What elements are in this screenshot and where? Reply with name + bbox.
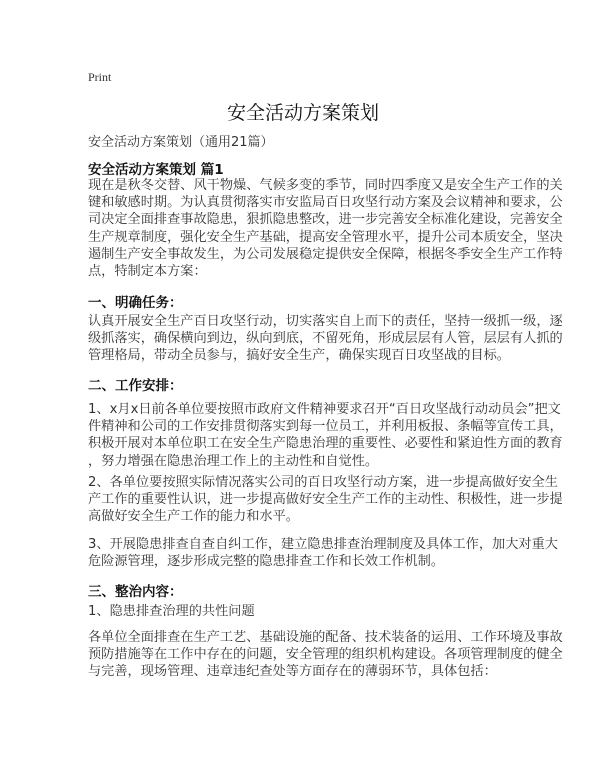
text-line: ，努力增强在隐患治理工作上的主动性和自觉性。 (88, 453, 379, 469)
text-line: 生产规章制度，强化安全生产基础，提高安全管理水平，提升公司本质安全，坚决 (88, 229, 563, 245)
rectification-item-1 (88, 603, 255, 620)
arrangement-item-2 (88, 474, 563, 526)
tasks-paragraph (88, 313, 563, 365)
text-line: 预防措施等在工作中存在的问题，安全管理的组织机构建设。各项管理制度的健全 (88, 647, 563, 663)
text-line: 管理格局，带动全员参与，搞好安全生产，确保实现百日攻坚战的目标。 (88, 348, 510, 364)
text-line: 与完善，现场管理、违章违纪查处等方面存在的薄弱环节，具体包括： (88, 664, 497, 680)
text-line: 点，特制定本方案： (88, 264, 207, 280)
heading-arrangement: 二、工作安排： (88, 378, 183, 394)
text-line: 产工作的重要性认识，进一步提高做好安全生产工作的主动性、积极性，进一步提 (88, 492, 563, 508)
arrangement-item-3 (88, 536, 558, 570)
text-line: 高做好安全生产工作的能力和水平。 (88, 509, 299, 525)
text-line: 认真开展安全生产百日攻坚行动，切实落实自上而下的责任，坚持一级抓一级，逐 (88, 314, 563, 329)
subtitle: 安全活动方案策划（通用21篇） (88, 135, 274, 150)
text-line: 级抓落实，确保横向到边，纵向到底，不留死角，形成层层有人管，层层有人抓的 (88, 331, 563, 347)
text-line: 1、隐患排查治理的共性问题 (88, 604, 255, 619)
text-line: 遏制生产安全事故发生，为公司发展稳定提供安全保障，根据冬季安全生产工作特 (88, 246, 563, 262)
text-line: 3、开展隐患排查自查自纠工作，建立隐患排查治理制度及具体工作，加大对重大 (88, 537, 558, 552)
text-line: 键和敏感时期。为认真贯彻落实市安监局百日攻坚行动方案及会议精神和要求，公 (88, 195, 563, 211)
page-title: 安全活动方案策划 (226, 102, 379, 124)
text-line: 件精神和公司的工作安排贯彻落实到每一位员工，并利用板报、条幅等宣传工具， (88, 419, 563, 435)
heading-tasks: 一、明确任务： (88, 295, 183, 311)
text-line: 各单位全面排查在生产工艺、基础设施的配备、技术装备的运用、工作环境及事故 (88, 630, 563, 645)
text-line: 危险源管理，逐步形成完整的隐患排查工作和长效工作机制。 (88, 554, 445, 570)
heading-rectification: 三、整治内容： (88, 584, 183, 600)
print-label: Print (88, 70, 112, 84)
text-line: 1、x月x日前各单位要按照市政府文件精神要求召开“百日攻坚战行动动员会”把文 (88, 402, 561, 417)
arrangement-item-1 (88, 401, 563, 470)
text-line: 2、各单位要按照实际情况落实公司的百日攻坚行动方案，进一步提高做好安全生 (88, 475, 558, 490)
rectification-paragraph (88, 629, 563, 681)
section-title: 安全活动方案策划 篇1 (88, 162, 224, 178)
text-line: 现在是秋冬交替、风干物燥、气候多变的季节，同时四季度又是安全生产工作的关 (88, 178, 563, 193)
text-line: 司决定全面排查事故隐患，狠抓隐患整改，进一步完善安全标准化建设，完善安全 (88, 212, 563, 228)
text-line: 积极开展对本单位职工在安全生产隐患治理的重要性、必要性和紧迫性方面的教育 (88, 436, 563, 452)
intro-paragraph (88, 177, 563, 280)
